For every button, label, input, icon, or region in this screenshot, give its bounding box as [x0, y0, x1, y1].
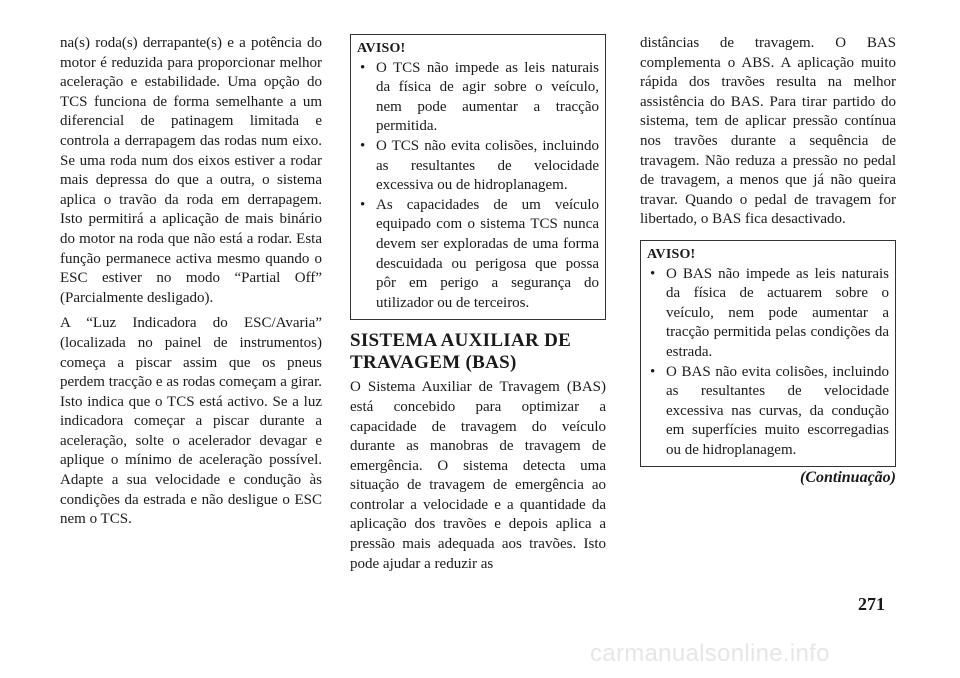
warning-title: AVISO! [647, 246, 696, 262]
warning-list [647, 265, 889, 461]
column-left [60, 34, 322, 536]
warning-item: • O BAS não evita colisões, incluindo as resultantes de velocidade excessiva nas curvas, da condução em superfícies muito escorregadias ou de hidroplanagem. [647, 363, 889, 461]
paragraph-esc-indicator: A “Luz Indicadora do ESC/Avaria” (localizada no painel de instrumentos) começa a piscar assim que os pneus perdem tracção e as rodas começam a girar. Isto indica que o TCS está activo. Se a luz indicadora começar a piscar durante a aceleração, solte o acelerador devagar e aplique o mínimo de aceleração possível. Adapte a sua velocidade e condução às condições da estrada e não desligue o ESC nem o TCS. [60, 315, 322, 528]
continuation-note: (Continuação) [799, 469, 896, 487]
section-heading-bas: SISTEMA AUXILIAR DE TRAVAGEM (BAS) [350, 330, 572, 374]
warning-box-tcs [350, 34, 606, 320]
page-number: 271 [858, 594, 885, 614]
warning-title: AVISO! [357, 41, 406, 56]
column-middle [350, 34, 606, 580]
warning-box-bas [640, 240, 896, 468]
warning-item: • O TCS não impede as leis naturais da física de agir sobre o veículo, nem pode aumentar a tracção permitida. [357, 59, 599, 137]
paragraph-tcs-function: na(s) roda(s) derrapante(s) e a potência do motor é reduzida para proporcionar melhor aceleração e estabilidade. Uma opção do TCS funciona de forma semelhante a um diferencial de patinagem limitada e controla a derrapagem das rodas num eixo. Se uma roda num dos eixos estiver a rodar mais depressa do que a outra, o sistema aplica o travão da roda em derrapagem. Isto permitirá a aplicação de mais binário do motor na roda que não está a rodar. Esta função permanece activa mesmo quando o ESC estiver no modo “Partial Off” (Parcialmente desligado). [60, 35, 322, 306]
watermark-text: carmanualsonline.info [590, 640, 830, 667]
paragraph-bas-continued: distâncias de travagem. O BAS complementa o ABS. A aplicação muito rápida dos travões resulta na melhor assistência do BAS. Para tirar partido do sistema, tem de aplicar pressão contínua nos travões durante a sequência de travagem. Não reduza a pressão no pedal de travagem, a menos que já não queira travar. Quando o pedal de travagem for libertado, o BAS fica desactivado. [640, 35, 896, 228]
warning-item: • O TCS não evita colisões, incluindo as resultantes de velocidade excessiva ou de hidroplanagem. [357, 137, 599, 196]
column-right [640, 34, 896, 487]
warning-item: • O BAS não impede as leis naturais da física de actuarem sobre o veículo, nem pode aumentar a tracção permitida pelas condições da estrada. [647, 265, 889, 363]
paragraph-bas-intro: O Sistema Auxiliar de Travagem (BAS) está concebido para optimizar a capacidade de travagem do veículo durante as manobras de travagem de emergência. O sistema detecta uma situação de travagem de emergência ao controlar a velocidade e a quantidade da aplicação dos travões e depois aplica a pressão mais adequada aos travões. Isto pode ajudar a reduzir as [350, 379, 606, 572]
warning-list [357, 59, 599, 314]
warning-item: • As capacidades de um veículo equipado com o sistema TCS nunca devem ser exploradas de uma forma descuidada ou perigosa que possa pôr em perigo a segurança do utilizador ou de terceiros. [357, 196, 599, 314]
